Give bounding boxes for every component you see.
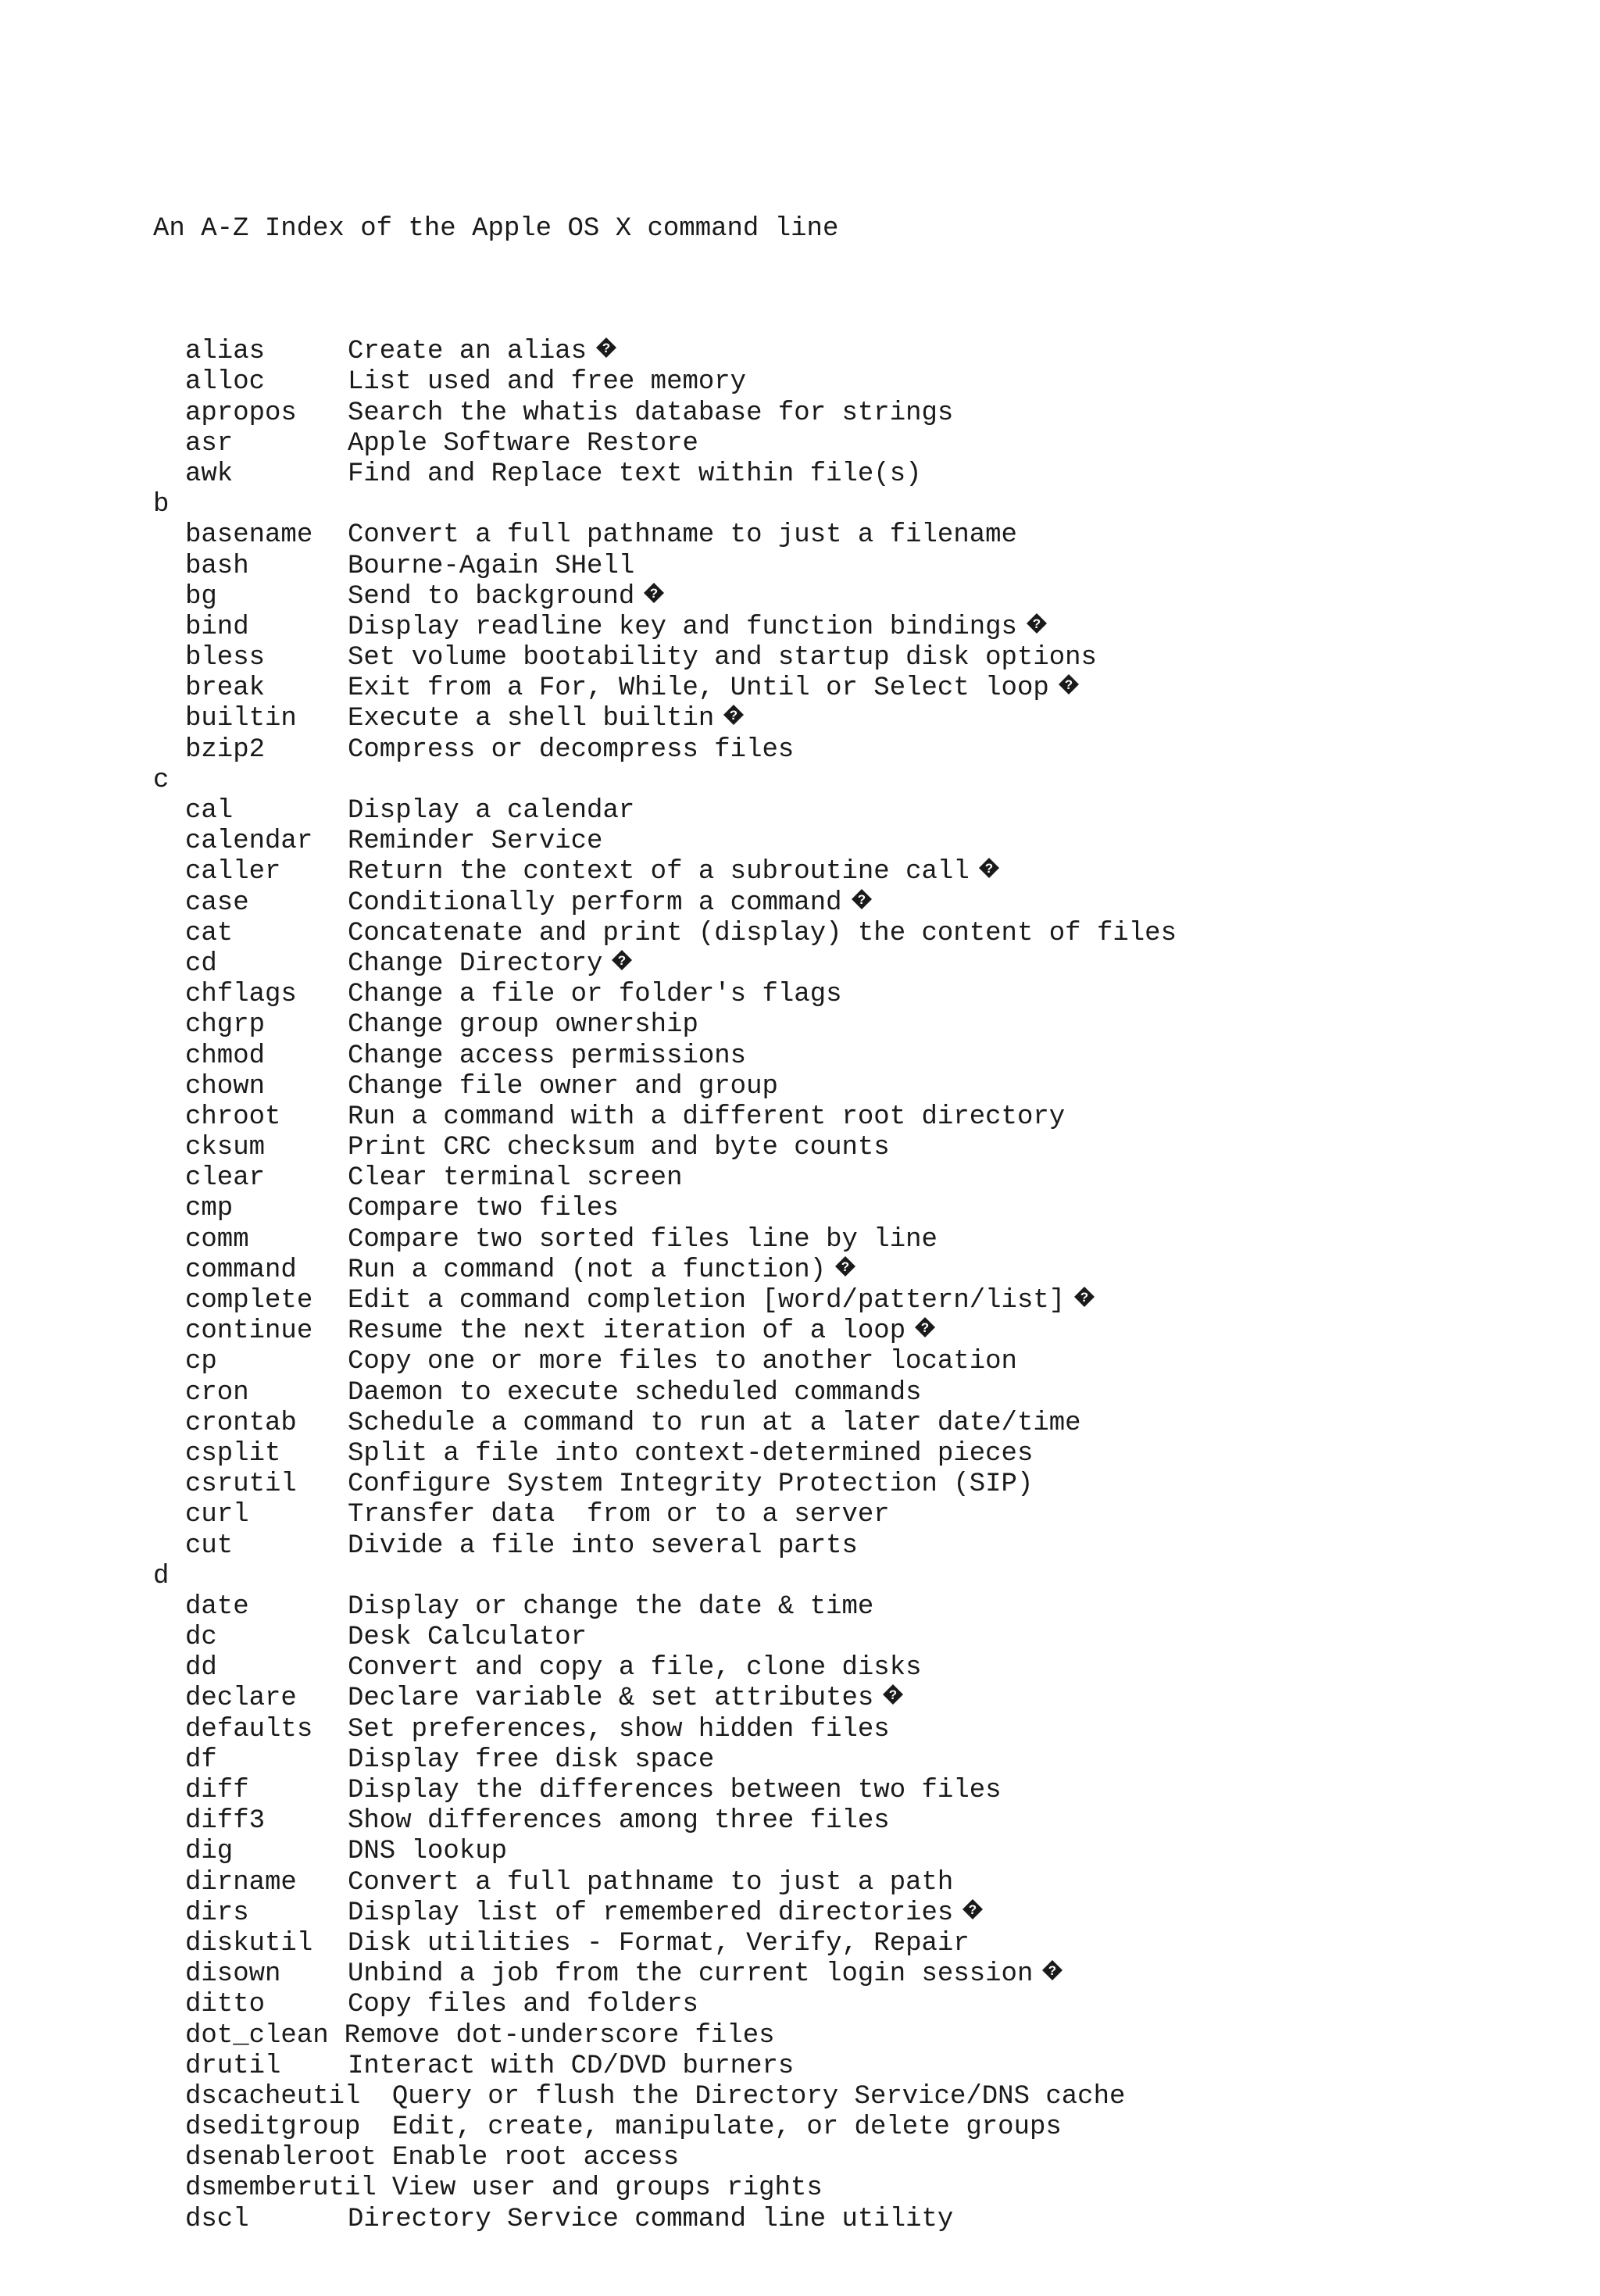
page-title: An A-Z Index of the Apple OS X command line (153, 214, 839, 245)
command-description: Copy files and folders (348, 1990, 698, 2020)
command-description: Desk Calculator (348, 1623, 588, 1653)
index-entry (153, 1194, 1177, 1224)
command-description: Show differences among three files (348, 1806, 890, 1837)
command-name: comm (185, 1224, 249, 1255)
command-description: Remove dot-underscore files (344, 2020, 775, 2051)
command-name: continue (185, 1316, 313, 1347)
command-name: disown (185, 1959, 281, 1990)
index-entry (153, 888, 1177, 919)
command-name: case (185, 887, 249, 918)
command-name: dscacheutil (185, 2081, 361, 2112)
command-name: bzip2 (185, 734, 266, 765)
command-description: Change group ownership (348, 1010, 698, 1041)
index-entry (153, 1163, 1177, 1194)
command-name: defaults (185, 1714, 313, 1744)
index-entry (153, 552, 1177, 582)
command-description: Display a calendar (348, 796, 635, 826)
command-description: Run a command (not a function) (348, 1255, 827, 1285)
replacement-char-icon (723, 705, 744, 725)
command-name: chroot (185, 1102, 281, 1132)
command-name: dscl (185, 2204, 249, 2234)
command-description: Run a command with a different root directory (348, 1102, 1066, 1132)
command-description: Declare variable & set attributes (348, 1684, 874, 1714)
index-entry (153, 2082, 1177, 2112)
command-name: chmod (185, 1041, 266, 1071)
command-description: Copy one or more files to another location (348, 1347, 1017, 1377)
command-name: complete (185, 1286, 313, 1316)
command-description: Convert a full pathname to just a filename (348, 520, 1017, 551)
command-name: cat (185, 918, 234, 948)
svg-text:?: ? (730, 708, 738, 723)
command-name: diskutil (185, 1928, 313, 1959)
section-letter-c: c (153, 765, 170, 795)
command-name: cmp (185, 1194, 234, 1224)
command-name: cksum (185, 1133, 266, 1163)
command-name: dseditgroup (185, 2112, 361, 2143)
index-entry (153, 735, 1177, 766)
index-sections (153, 337, 1177, 2235)
replacement-char-icon (596, 337, 616, 358)
command-description: Interact with CD/DVD burners (348, 2051, 795, 2081)
replacement-char-icon (979, 858, 999, 878)
section-letter-b: b (153, 490, 170, 520)
index-entry (153, 1409, 1177, 1439)
command-description: Compress or decompress files (348, 734, 795, 765)
index-entry (153, 1990, 1177, 2020)
command-name: bg (185, 581, 217, 612)
index-entry (153, 1868, 1177, 1898)
command-name: curl (185, 1500, 249, 1530)
index-entry (153, 2205, 1177, 2235)
command-name: chflags (185, 980, 297, 1010)
index-entry (153, 1255, 1177, 1286)
command-description: Change a file or folder's flags (348, 980, 842, 1010)
command-name: alloc (185, 367, 266, 398)
command-name: chgrp (185, 1010, 266, 1041)
index-entry (153, 1684, 1177, 1714)
command-description: Split a file into context-determined pieces (348, 1438, 1034, 1469)
index-entry (153, 1041, 1177, 1072)
command-description: Bourne-Again SHell (348, 551, 635, 581)
command-description: Convert a full pathname to just a path (348, 1867, 954, 1898)
command-description: Convert and copy a file, clone disks (348, 1653, 922, 1684)
index-entry (153, 1500, 1177, 1530)
command-name: declare (185, 1684, 297, 1714)
command-description: Display list of remembered directories (348, 1898, 954, 1928)
index-entry (153, 1286, 1177, 1316)
command-name: drutil (185, 2051, 281, 2081)
command-name: cp (185, 1347, 217, 1377)
index-entry (153, 1806, 1177, 1837)
index-entry (153, 2143, 1177, 2173)
command-name: cd (185, 948, 217, 979)
command-description: Display or change the date & time (348, 1591, 874, 1622)
command-description: Compare two sorted files line by line (348, 1224, 938, 1255)
command-description: Clear terminal screen (348, 1163, 683, 1194)
index-entry (153, 1225, 1177, 1255)
replacement-char-icon (915, 1317, 935, 1337)
svg-text:?: ? (920, 1320, 930, 1336)
command-name: df (185, 1744, 217, 1775)
command-description: Execute a shell builtin (348, 704, 715, 734)
command-description: Change Directory (348, 948, 603, 979)
index-entry (153, 1715, 1177, 1745)
command-name: dirname (185, 1867, 297, 1898)
index-entry (153, 1010, 1177, 1041)
command-name: clear (185, 1163, 266, 1194)
svg-text:?: ? (1048, 1963, 1057, 1979)
command-name: builtin (185, 704, 297, 734)
replacement-char-icon (852, 889, 872, 909)
replacement-char-icon (612, 950, 632, 970)
command-description: Edit, create, manipulate, or delete groups (376, 2112, 1062, 2143)
command-name: bless (185, 643, 266, 673)
command-description: Display readline key and function bindings (348, 612, 1017, 642)
command-name: cut (185, 1530, 234, 1561)
command-name: calendar (185, 827, 313, 857)
replacement-char-icon (883, 1684, 903, 1705)
command-description: Change access permissions (348, 1041, 747, 1071)
command-description: Reminder Service (348, 827, 603, 857)
command-name: dot_clean (185, 2020, 329, 2051)
index-entry (153, 1469, 1177, 1500)
replacement-char-icon (1027, 613, 1047, 634)
command-name: caller (185, 857, 281, 887)
command-name: chown (185, 1071, 266, 1102)
command-name: bind (185, 612, 249, 642)
index-entry (153, 1347, 1177, 1377)
command-name: asr (185, 428, 234, 459)
command-name: basename (185, 520, 313, 551)
command-name: cron (185, 1377, 249, 1408)
svg-text:?: ? (889, 1687, 898, 1703)
index-entry (153, 520, 1177, 551)
index-entry (153, 429, 1177, 459)
command-description: Edit a command completion [word/pattern/list] (348, 1286, 1066, 1316)
command-description: Concatenate and print (display) the content of files (348, 918, 1177, 948)
command-index (153, 153, 1177, 2296)
command-description: Set volume bootability and startup disk options (348, 643, 1097, 673)
command-description: Display the differences between two files (348, 1776, 1002, 1805)
index-entry (153, 857, 1177, 887)
command-description: View user and groups rights (391, 2173, 823, 2204)
svg-text:?: ? (602, 341, 611, 356)
index-entry (153, 1439, 1177, 1469)
command-name: dc (185, 1623, 217, 1653)
index-entry (153, 612, 1177, 643)
index-entry (153, 1378, 1177, 1409)
command-name: apropos (185, 398, 297, 428)
command-description: Directory Service command line utility (348, 2204, 954, 2234)
command-name: diff (185, 1776, 249, 1805)
command-name: command (185, 1255, 297, 1285)
command-description: Transfer data from or to a server (348, 1500, 890, 1530)
svg-text:?: ? (841, 1259, 850, 1274)
svg-text:?: ? (1064, 677, 1073, 693)
replacement-char-icon (644, 583, 664, 603)
command-name: awk (185, 459, 234, 489)
index-entry (153, 1531, 1177, 1562)
index-entry (153, 1776, 1177, 1806)
command-name: cal (185, 796, 234, 826)
command-description: Find and Replace text within file(s) (348, 459, 922, 489)
replacement-char-icon (962, 1899, 983, 1919)
command-description: Display free disk space (348, 1744, 715, 1775)
command-description: Query or flush the Directory Service/DNS cache (376, 2081, 1126, 2112)
index-entry (153, 459, 1177, 490)
command-name: csplit (185, 1438, 281, 1469)
svg-text:?: ? (857, 891, 866, 907)
replacement-char-icon (1074, 1287, 1095, 1307)
index-entry (153, 337, 1177, 367)
command-name: dsenableroot (185, 2143, 377, 2173)
command-description: Change file owner and group (348, 1071, 778, 1102)
command-description: Return the context of a subroutine call (348, 857, 970, 887)
command-name: dd (185, 1653, 217, 1684)
command-name: alias (185, 337, 266, 367)
svg-text:?: ? (1080, 1290, 1089, 1305)
command-description: Set preferences, show hidden files (348, 1714, 890, 1744)
index-entry (153, 2112, 1177, 2143)
command-name: date (185, 1591, 249, 1622)
svg-text:?: ? (1032, 616, 1041, 631)
command-description: Disk utilities - Format, Verify, Repair (348, 1928, 970, 1959)
command-name: crontab (185, 1408, 297, 1438)
command-description: Enable root access (391, 2143, 680, 2173)
command-name: dig (185, 1837, 234, 1867)
command-description: DNS lookup (348, 1837, 508, 1867)
command-name: break (185, 673, 266, 704)
index-entry (153, 673, 1177, 704)
index-entry (153, 1898, 1177, 1929)
command-name: dsmemberutil (185, 2173, 377, 2204)
index-entry (153, 582, 1177, 612)
index-entry (153, 398, 1177, 429)
replacement-char-icon (835, 1256, 855, 1277)
command-description: Search the whatis database for strings (348, 398, 954, 428)
index-entry (153, 2173, 1177, 2204)
replacement-char-icon (1059, 674, 1079, 695)
index-entry (153, 643, 1177, 673)
command-description: Apple Software Restore (348, 428, 698, 459)
index-entry (153, 1316, 1177, 1347)
command-description: Create an alias (348, 337, 588, 367)
command-description: Compare two files (348, 1194, 619, 1224)
command-description: Unbind a job from the current login session (348, 1959, 1034, 1990)
svg-text:?: ? (984, 861, 993, 877)
index-entry (153, 2021, 1177, 2051)
command-description: Conditionally perform a command (348, 887, 842, 918)
index-entry (153, 704, 1177, 734)
command-description: List used and free memory (348, 367, 747, 398)
index-entry (153, 1837, 1177, 1867)
index-entry (153, 2051, 1177, 2082)
index-entry (153, 1959, 1177, 1990)
index-entry (153, 1133, 1177, 1163)
svg-text:?: ? (969, 1901, 977, 1917)
command-name: ditto (185, 1990, 266, 2020)
svg-text:?: ? (650, 585, 659, 601)
index-entry (153, 1102, 1177, 1133)
index-entry (153, 367, 1177, 398)
index-entry (153, 919, 1177, 949)
index-entry (153, 980, 1177, 1010)
command-description: Daemon to execute scheduled commands (348, 1377, 922, 1408)
index-entry (153, 1623, 1177, 1653)
index-entry (153, 1653, 1177, 1684)
replacement-char-icon (1042, 1960, 1062, 1980)
index-entry (153, 1072, 1177, 1102)
index-entry (153, 1745, 1177, 1776)
command-description: Exit from a For, While, Until or Select loop (348, 673, 1049, 704)
command-name: csrutil (185, 1469, 297, 1500)
command-description: Configure System Integrity Protection (SIP) (348, 1469, 1034, 1500)
index-entry (153, 1592, 1177, 1623)
command-name: diff3 (185, 1806, 266, 1837)
command-description: Send to background (348, 581, 635, 612)
command-name: dirs (185, 1898, 249, 1928)
index-entry (153, 949, 1177, 980)
command-description: Print CRC checksum and byte counts (348, 1133, 890, 1163)
command-description: Divide a file into several parts (348, 1530, 858, 1561)
index-entry (153, 1929, 1177, 1959)
command-description: Resume the next iteration of a loop (348, 1316, 906, 1347)
svg-text:?: ? (618, 952, 627, 968)
command-description: Schedule a command to run at a later date/time (348, 1408, 1081, 1438)
index-entry (153, 827, 1177, 857)
section-letter-d: d (153, 1561, 170, 1591)
index-entry (153, 796, 1177, 827)
command-name: bash (185, 551, 249, 581)
